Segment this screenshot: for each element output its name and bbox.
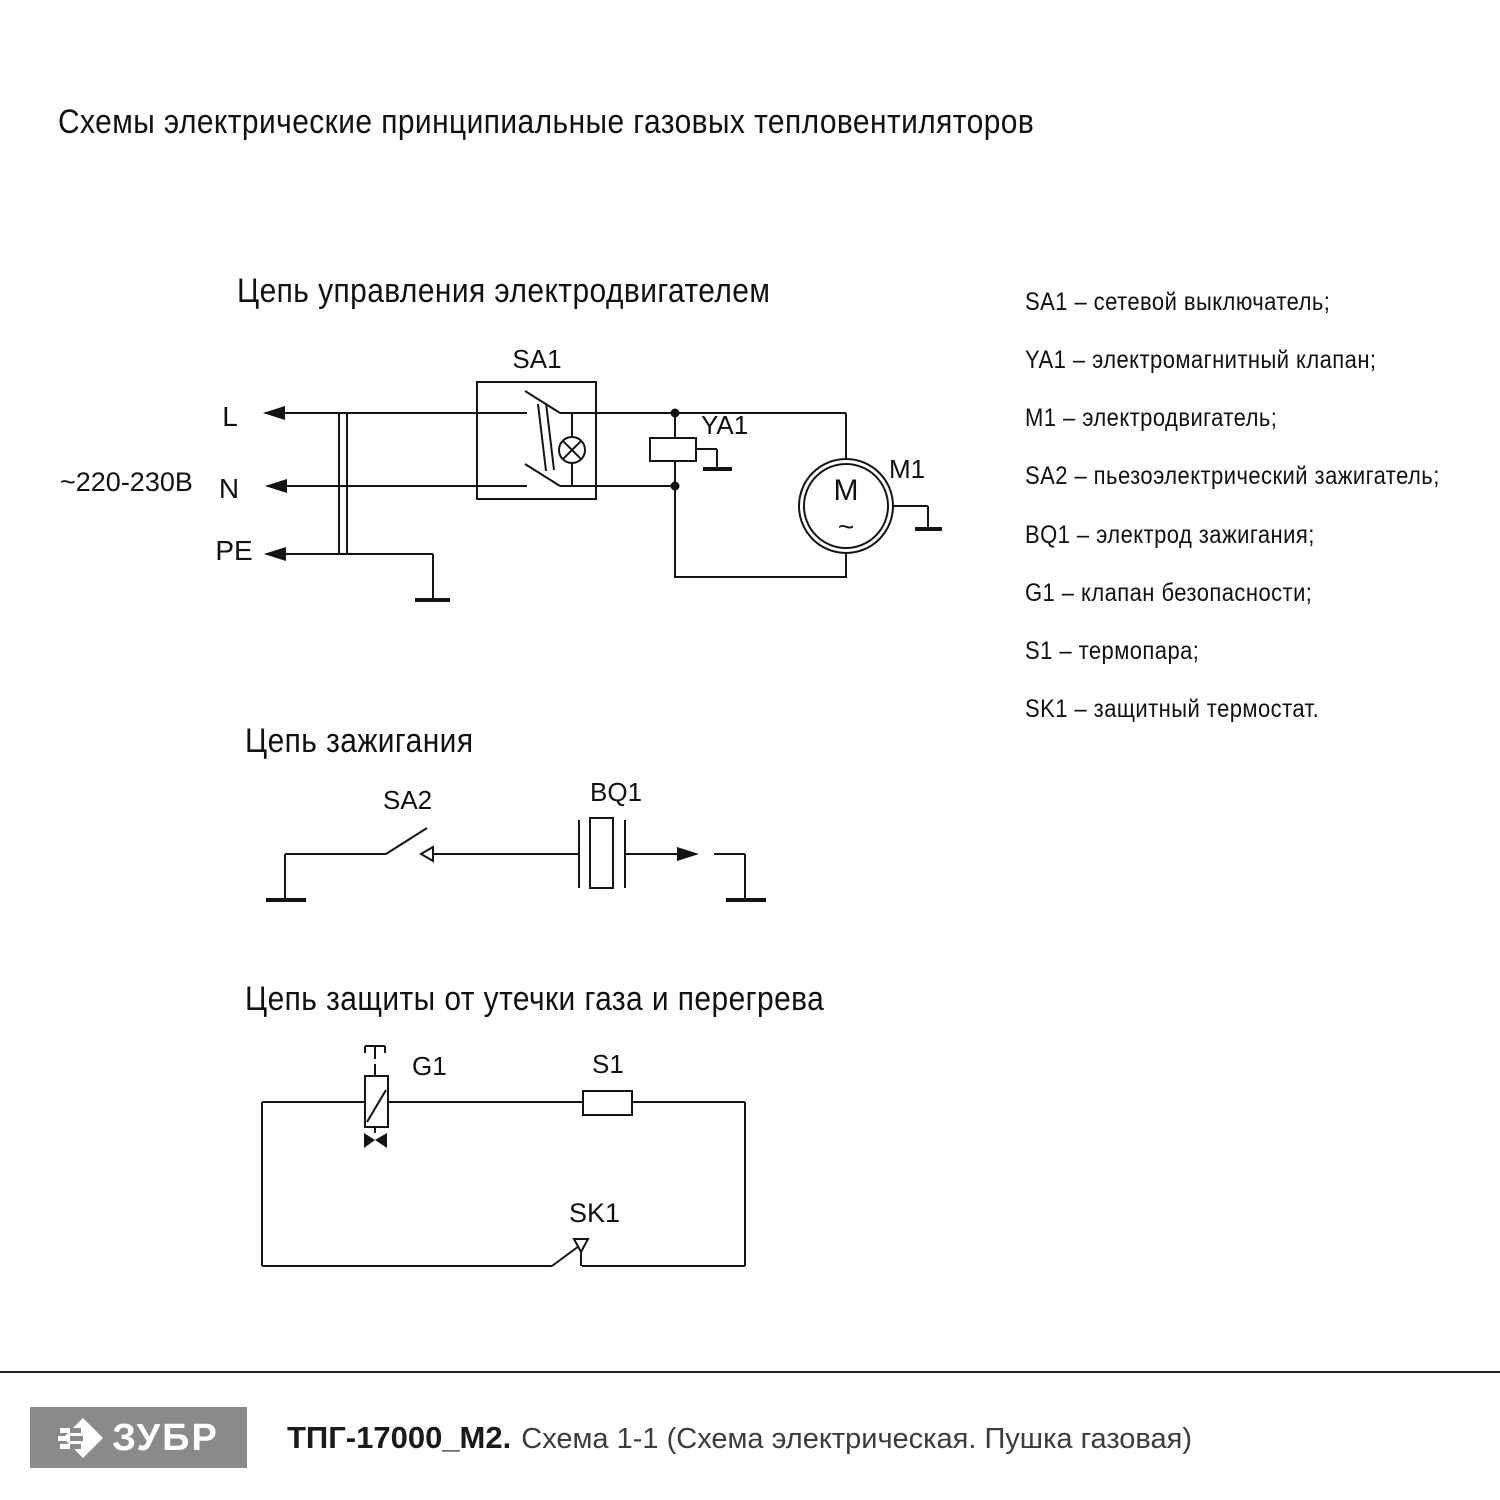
ignition-circuit-diagram	[230, 760, 790, 920]
sa1-label: SA1	[512, 344, 562, 374]
zubr-logo-mark-icon	[58, 1415, 104, 1461]
g1-thermo-actuator	[365, 1046, 385, 1076]
footer-divider	[0, 1371, 1500, 1373]
protection-circuit-diagram	[240, 1035, 780, 1285]
sa2-lever	[386, 828, 427, 854]
zubr-logo-text: ЗУБР	[112, 1416, 219, 1459]
motor-ac-symbol: ~	[837, 511, 855, 542]
page-title: Схемы электрические принципиальные газовых тепловентиляторов	[58, 103, 1035, 141]
g1-label: G1	[412, 1051, 447, 1081]
legend-item-sa2: SA2 – пьезоэлектрический зажигатель;	[1025, 462, 1440, 490]
bq1-label: BQ1	[590, 777, 643, 807]
voltage-label: ~220-230В	[60, 467, 193, 497]
right-ground-lead	[714, 854, 745, 898]
sa1-top-lever	[525, 391, 560, 413]
motor-letter: M	[833, 474, 859, 507]
sa1-switch-box	[477, 382, 596, 499]
legend-item-ya1: YA1 – электромагнитный клапан;	[1025, 346, 1377, 374]
sa2-pushbutton-icon	[421, 847, 433, 861]
ya1-label: YA1	[701, 410, 749, 440]
l-arrow-icon	[263, 406, 285, 420]
n-arrow-icon	[265, 479, 287, 493]
legend-item-g1: G1 – клапан безопасности;	[1025, 579, 1313, 607]
motor-ground-lead	[893, 506, 928, 527]
bq1-crystal	[590, 818, 613, 888]
sk1-label: SK1	[569, 1198, 621, 1228]
legend-item-bq1: BQ1 – электрод зажигания;	[1025, 521, 1315, 549]
footer-caption	[287, 1420, 1387, 1456]
g1-valve-bowtie-icon	[364, 1133, 375, 1148]
motor-control-circuit-title: Цепь управления электродвигателем	[237, 272, 771, 310]
m1-label: M1	[889, 454, 926, 484]
sa1-lamp-cross	[563, 441, 581, 459]
n-label: N	[218, 473, 240, 504]
sa2-label: SA2	[383, 785, 433, 815]
ya1-coil	[650, 438, 696, 461]
footer-scheme-caption: Схема 1-1 (Схема электрическая. Пушка газовая)	[521, 1423, 1192, 1455]
ignition-circuit-title: Цепь зажигания	[245, 722, 474, 760]
motor-return-wire	[675, 486, 846, 577]
motor-control-circuit-diagram	[0, 330, 960, 620]
pe-arrow-icon	[264, 547, 286, 561]
l-label: L	[222, 401, 238, 432]
legend-item-s1: S1 – термопара;	[1025, 637, 1200, 665]
zubr-logo	[30, 1407, 247, 1468]
footer-model: ТПГ-17000_М2.	[287, 1420, 512, 1455]
s1-thermocouple-body	[583, 1091, 632, 1115]
pe-label: PE	[215, 535, 253, 566]
ya1-ground-lead	[696, 449, 717, 468]
sa1-bottom-lever	[525, 464, 560, 486]
legend-item-sk1: SK1 – защитный термостат.	[1025, 695, 1320, 723]
s1-label: S1	[592, 1049, 624, 1079]
sk1-contact-icon	[574, 1239, 588, 1252]
legend-item-sa1: SA1 – сетевой выключатель;	[1025, 288, 1331, 316]
sa1-mechanical-link	[538, 403, 554, 471]
sk1-lever	[552, 1246, 579, 1266]
legend-item-m1: M1 – электродвигатель;	[1025, 404, 1278, 432]
cable-bundle	[339, 413, 347, 554]
spark-arrow-icon	[677, 847, 699, 861]
loop-wire	[262, 1102, 745, 1266]
g1-valve-diagonal	[367, 1090, 386, 1122]
protection-circuit-title: Цепь защиты от утечки газа и перегрева	[245, 980, 825, 1018]
g1-valve-bowtie-icon	[375, 1133, 387, 1148]
